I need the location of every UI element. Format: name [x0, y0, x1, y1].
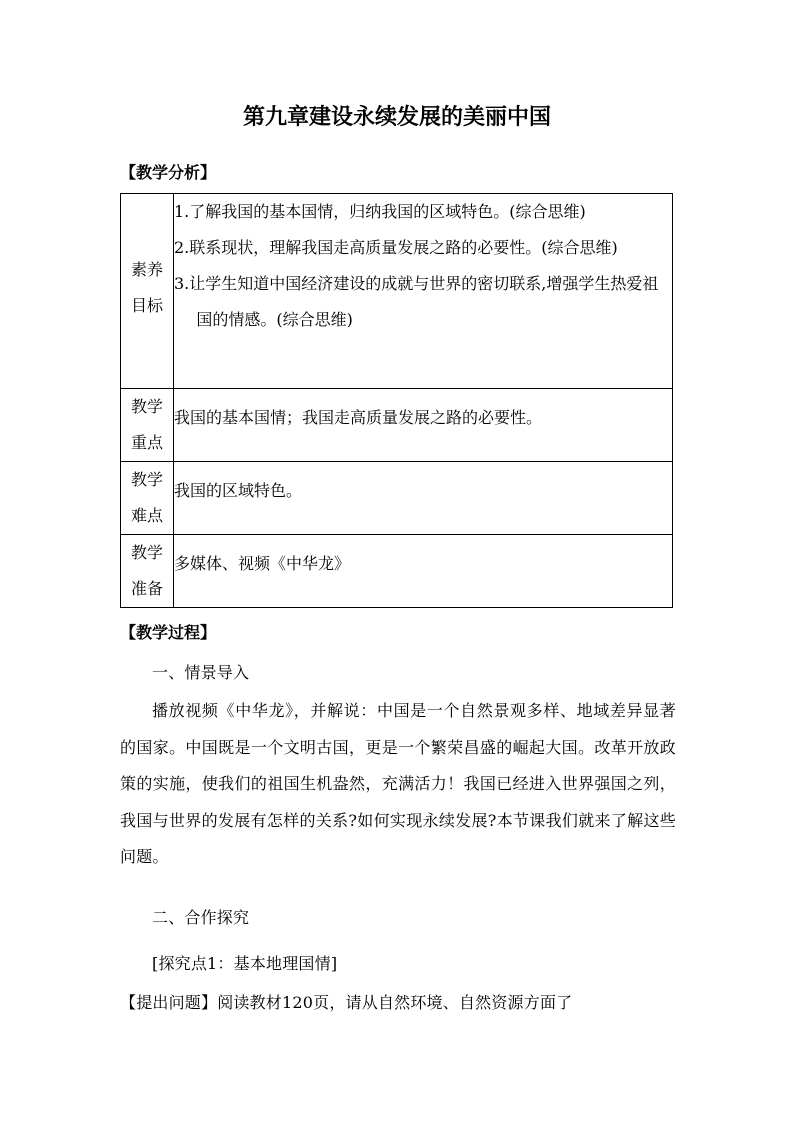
goal-item: 2.联系现状，理解我国走高质量发展之路的必要性。(综合思维) [174, 238, 618, 257]
section1-paragraph: 播放视频《中华龙》，并解说：中国是一个自然景观多样、地域差异显著的国家。中国既是一个文明古国，更是一个繁荣昌盛的崛起大国。改革开放政策的实施，使我们的祖国生机盎然，充满活力！我国已经进入世界强国之列，我国与世界的发展有怎样的关系?如何实现永续发展?本节课我们就来了解这些问题。 [120, 701, 676, 866]
prep-content: 多媒体、视频《中华龙》 [174, 535, 673, 608]
section2-heading: 二、合作探究 [152, 908, 250, 927]
keypoint-content: 我国的基本国情；我国走高质量发展之路的必要性。 [174, 389, 673, 462]
difficulty-label: 教学 难点 [121, 462, 174, 535]
table-row-difficulty [121, 462, 673, 535]
analysis-heading: 【教学分析】 [120, 163, 217, 182]
goal-item: 3.让学生知道中国经济建设的成就与世界的密切联系,增强学生热爱祖国的情感。(综合思维) [174, 274, 659, 329]
goals-label: 素养 目标 [121, 194, 174, 389]
table-row-keypoint [121, 389, 673, 462]
explore-point-1: [探究点1：基本地理国情] [152, 954, 338, 973]
goal-item: 1.了解我国的基本国情，归纳我国的区域特色。(综合思维) [174, 202, 586, 221]
keypoint-label: 教学 重点 [121, 389, 174, 462]
page-title: 第九章建设永续发展的美丽中国 [242, 105, 551, 130]
analysis-table [120, 193, 673, 608]
difficulty-content: 我国的区域特色。 [174, 462, 673, 535]
goals-content [174, 194, 673, 389]
question-paragraph: 【提出问题】阅读教材120页，请从自然环境、自然资源方面了 [120, 993, 573, 1012]
prep-label: 教学 准备 [121, 535, 174, 608]
section1-heading: 一、情景导入 [152, 663, 250, 682]
process-heading: 【教学过程】 [120, 623, 217, 642]
table-row-goals [121, 194, 673, 389]
table-row-prep [121, 535, 673, 608]
